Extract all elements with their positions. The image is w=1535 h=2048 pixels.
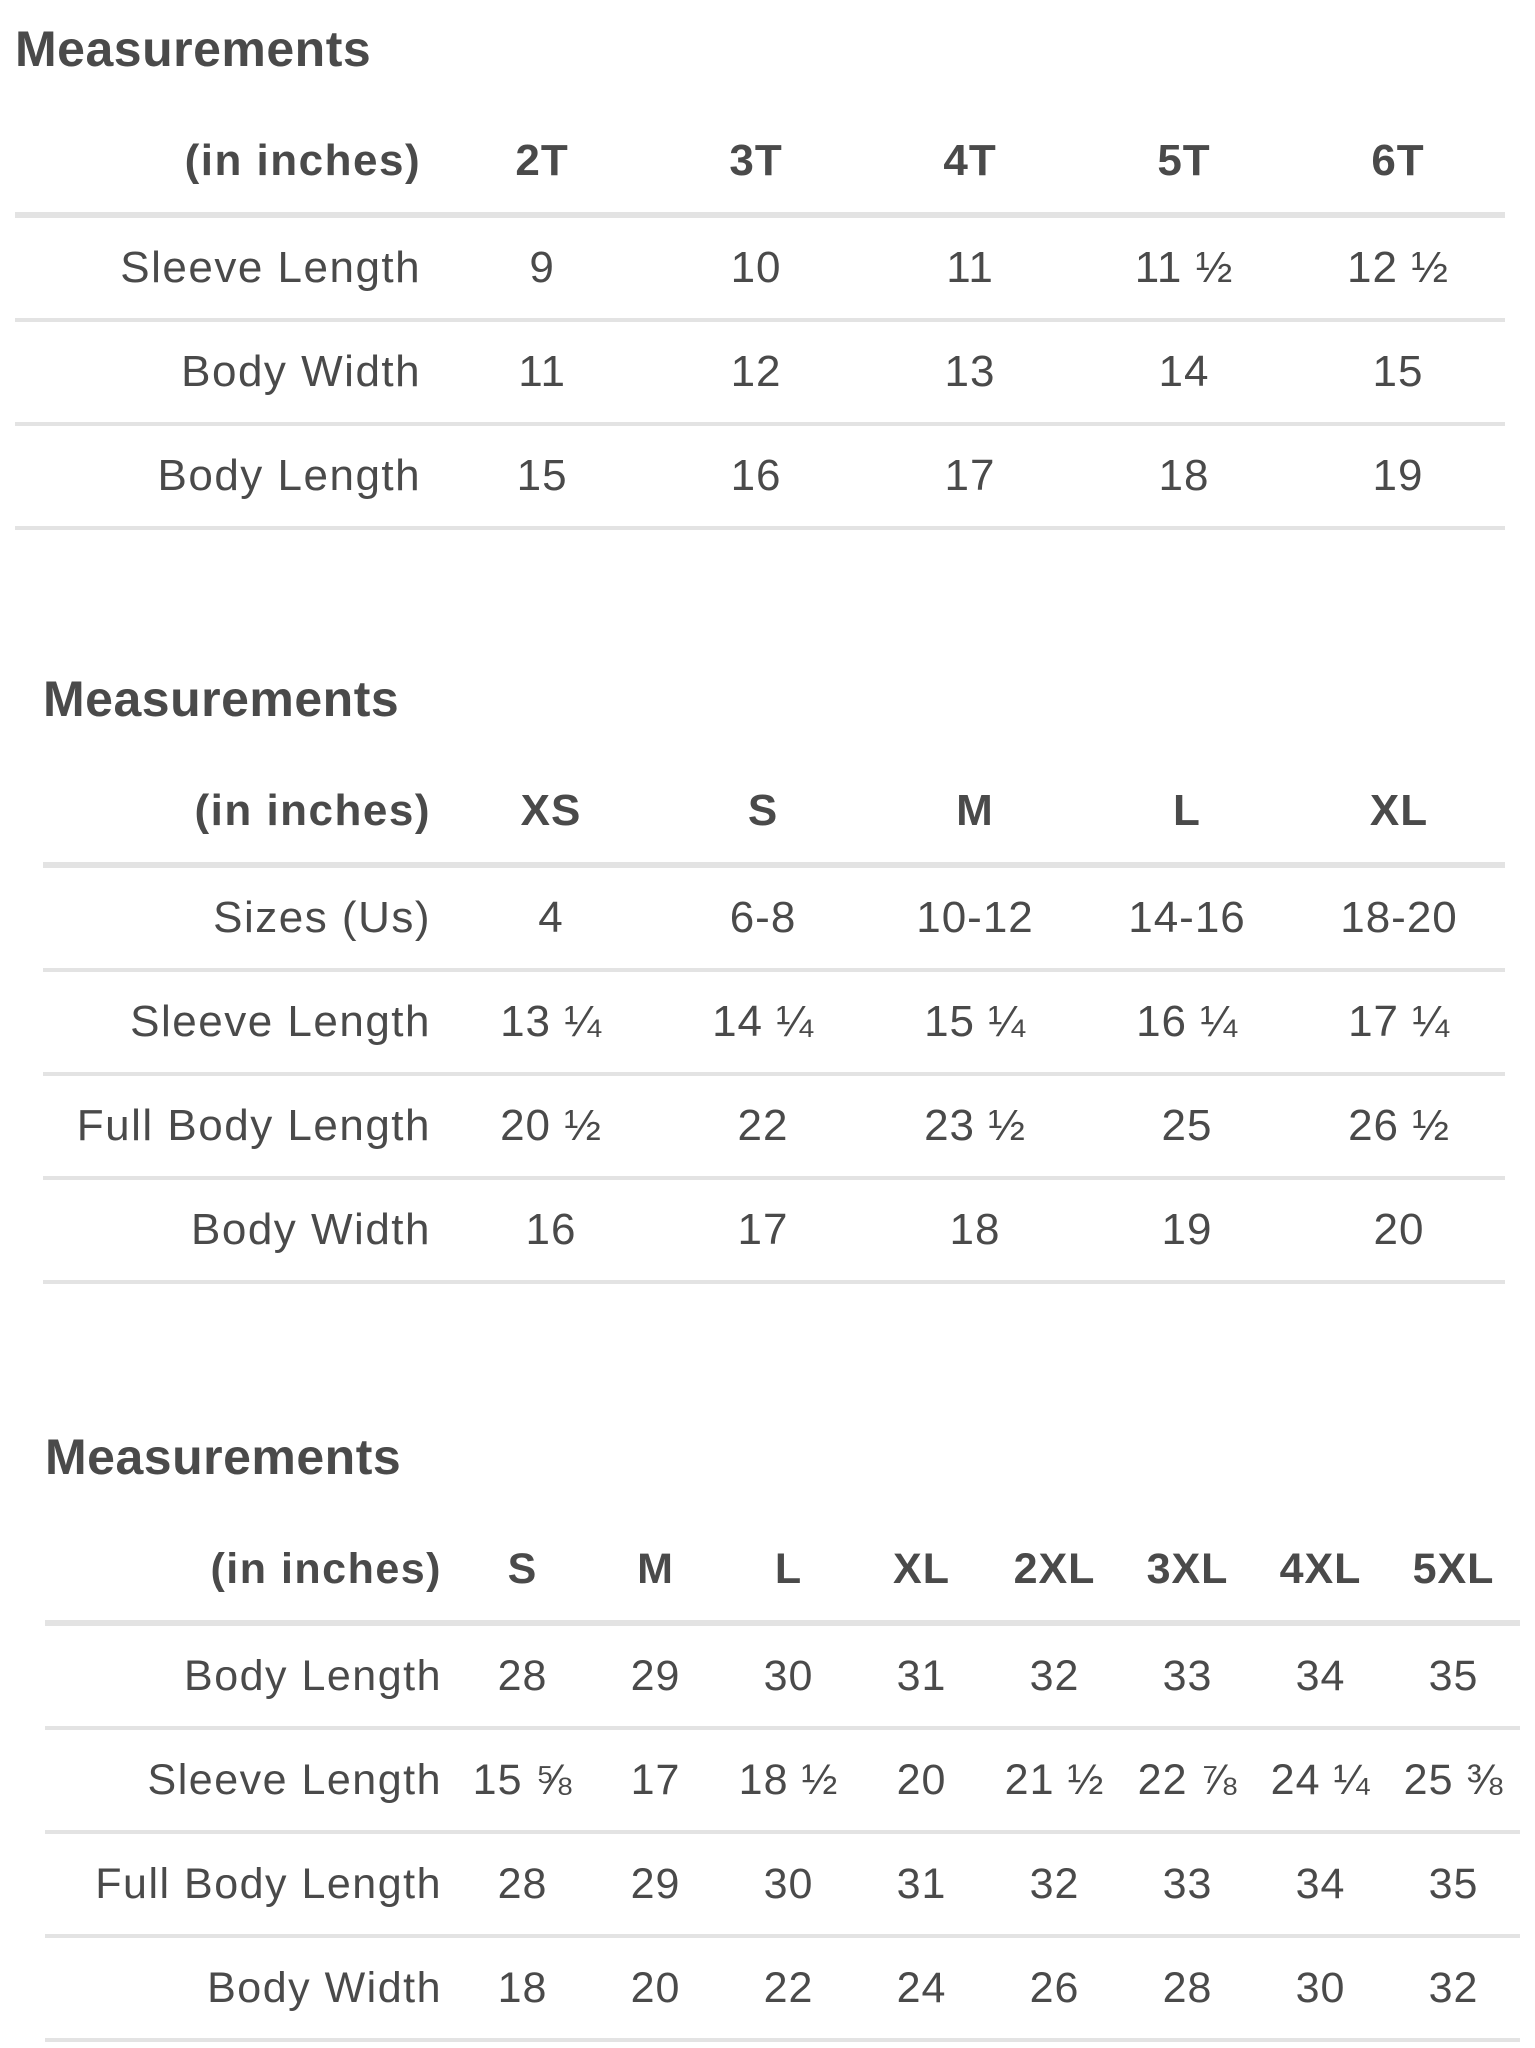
row-label: Sleeve Length — [43, 970, 445, 1074]
table-cell: 14 — [1077, 320, 1291, 424]
table-row — [15, 215, 1505, 320]
table-cell: 11 — [435, 320, 649, 424]
table-cell: 29 — [589, 1623, 722, 1728]
table-cell: 24 — [855, 1936, 988, 2040]
unit-label: (in inches) — [45, 1518, 456, 1623]
header-row — [15, 110, 1505, 215]
table-cell: 11 ½ — [1077, 215, 1291, 320]
size-header: XS — [445, 760, 657, 865]
table-row — [43, 1074, 1505, 1178]
table-cell: 16 — [445, 1178, 657, 1282]
row-label: Full Body Length — [45, 1832, 456, 1936]
row-label: Body Width — [45, 1936, 456, 2040]
unit-label: (in inches) — [15, 110, 435, 215]
table-cell: 11 — [863, 215, 1077, 320]
table-cell: 25 — [1081, 1074, 1293, 1178]
table-cell: 14 ¼ — [657, 970, 869, 1074]
table-cell: 17 — [657, 1178, 869, 1282]
table-cell: 35 — [1387, 1832, 1520, 1936]
table-cell: 15 — [1291, 320, 1505, 424]
table-cell: 32 — [988, 1623, 1121, 1728]
size-header: M — [869, 760, 1081, 865]
row-label: Sleeve Length — [45, 1728, 456, 1832]
table-cell: 28 — [456, 1623, 589, 1728]
table-cell: 12 — [649, 320, 863, 424]
section-title: Measurements — [43, 671, 400, 727]
table-row — [43, 1178, 1505, 1282]
table-cell: 32 — [1387, 1936, 1520, 2040]
table-cell: 17 — [589, 1728, 722, 1832]
table-cell: 31 — [855, 1623, 988, 1728]
table-cell: 10 — [649, 215, 863, 320]
table-cell: 10-12 — [869, 865, 1081, 970]
table-row — [45, 1936, 1520, 2040]
size-header: 2T — [435, 110, 649, 215]
size-header: XL — [1293, 760, 1505, 865]
table-cell: 28 — [456, 1832, 589, 1936]
measurements-table — [45, 1518, 1520, 2042]
row-label: Full Body Length — [43, 1074, 445, 1178]
row-label: Body Length — [15, 424, 435, 528]
table-cell: 15 ¼ — [869, 970, 1081, 1074]
table-row — [15, 424, 1505, 528]
size-header: S — [657, 760, 869, 865]
table-cell: 34 — [1254, 1832, 1387, 1936]
table-cell: 29 — [589, 1832, 722, 1936]
table-cell: 12 ½ — [1291, 215, 1505, 320]
table-cell: 20 — [589, 1936, 722, 2040]
table-cell: 9 — [435, 215, 649, 320]
section-title: Measurements — [45, 1429, 402, 1485]
row-label: Body Width — [43, 1178, 445, 1282]
table-cell: 18-20 — [1293, 865, 1505, 970]
row-label: Sleeve Length — [15, 215, 435, 320]
size-header: M — [589, 1518, 722, 1623]
row-label: Sizes (Us) — [43, 865, 445, 970]
table-cell: 22 — [722, 1936, 855, 2040]
size-header: 5T — [1077, 110, 1291, 215]
table-cell: 20 ½ — [445, 1074, 657, 1178]
row-label: Body Length — [45, 1623, 456, 1728]
size-header: 2XL — [988, 1518, 1121, 1623]
table-cell: 22 — [657, 1074, 869, 1178]
measurements-table — [15, 110, 1505, 530]
table-cell: 18 — [1077, 424, 1291, 528]
table-row — [43, 970, 1505, 1074]
table-cell: 16 — [649, 424, 863, 528]
size-header: XL — [855, 1518, 988, 1623]
table-row — [45, 1623, 1520, 1728]
table-cell: 30 — [722, 1832, 855, 1936]
table-cell: 16 ¼ — [1081, 970, 1293, 1074]
table-cell: 32 — [988, 1832, 1121, 1936]
table-cell: 15 — [435, 424, 649, 528]
section-title: Measurements — [15, 21, 372, 77]
table-row — [45, 1728, 1520, 1832]
table-cell: 24 ¼ — [1254, 1728, 1387, 1832]
table-row — [45, 1832, 1520, 1936]
table-cell: 15 ⅝ — [456, 1728, 589, 1832]
table-cell: 31 — [855, 1832, 988, 1936]
table-cell: 13 — [863, 320, 1077, 424]
row-label: Body Width — [15, 320, 435, 424]
size-header: S — [456, 1518, 589, 1623]
size-header: 5XL — [1387, 1518, 1520, 1623]
size-header: 4T — [863, 110, 1077, 215]
table-cell: 34 — [1254, 1623, 1387, 1728]
size-header: L — [1081, 760, 1293, 865]
size-header: 6T — [1291, 110, 1505, 215]
table-cell: 33 — [1121, 1623, 1254, 1728]
table-cell: 20 — [855, 1728, 988, 1832]
header-row — [45, 1518, 1520, 1623]
measurements-table — [43, 760, 1505, 1284]
table-cell: 28 — [1121, 1936, 1254, 2040]
size-header: L — [722, 1518, 855, 1623]
table-cell: 4 — [445, 865, 657, 970]
table-cell: 19 — [1081, 1178, 1293, 1282]
table-cell: 26 ½ — [1293, 1074, 1505, 1178]
table-cell: 22 ⅞ — [1121, 1728, 1254, 1832]
table-cell: 35 — [1387, 1623, 1520, 1728]
size-header: 3T — [649, 110, 863, 215]
table-cell: 23 ½ — [869, 1074, 1081, 1178]
table-cell: 13 ¼ — [445, 970, 657, 1074]
table-cell: 18 — [456, 1936, 589, 2040]
unit-label: (in inches) — [43, 760, 445, 865]
table-cell: 20 — [1293, 1178, 1505, 1282]
table-cell: 25 ⅜ — [1387, 1728, 1520, 1832]
table-cell: 33 — [1121, 1832, 1254, 1936]
table-row — [15, 320, 1505, 424]
table-cell: 26 — [988, 1936, 1121, 2040]
table-cell: 21 ½ — [988, 1728, 1121, 1832]
table-cell: 18 ½ — [722, 1728, 855, 1832]
table-cell: 14-16 — [1081, 865, 1293, 970]
table-cell: 30 — [1254, 1936, 1387, 2040]
table-cell: 6-8 — [657, 865, 869, 970]
table-row — [43, 865, 1505, 970]
table-cell: 30 — [722, 1623, 855, 1728]
header-row — [43, 760, 1505, 865]
table-cell: 19 — [1291, 424, 1505, 528]
table-cell: 17 ¼ — [1293, 970, 1505, 1074]
size-header: 3XL — [1121, 1518, 1254, 1623]
size-header: 4XL — [1254, 1518, 1387, 1623]
table-cell: 18 — [869, 1178, 1081, 1282]
table-cell: 17 — [863, 424, 1077, 528]
